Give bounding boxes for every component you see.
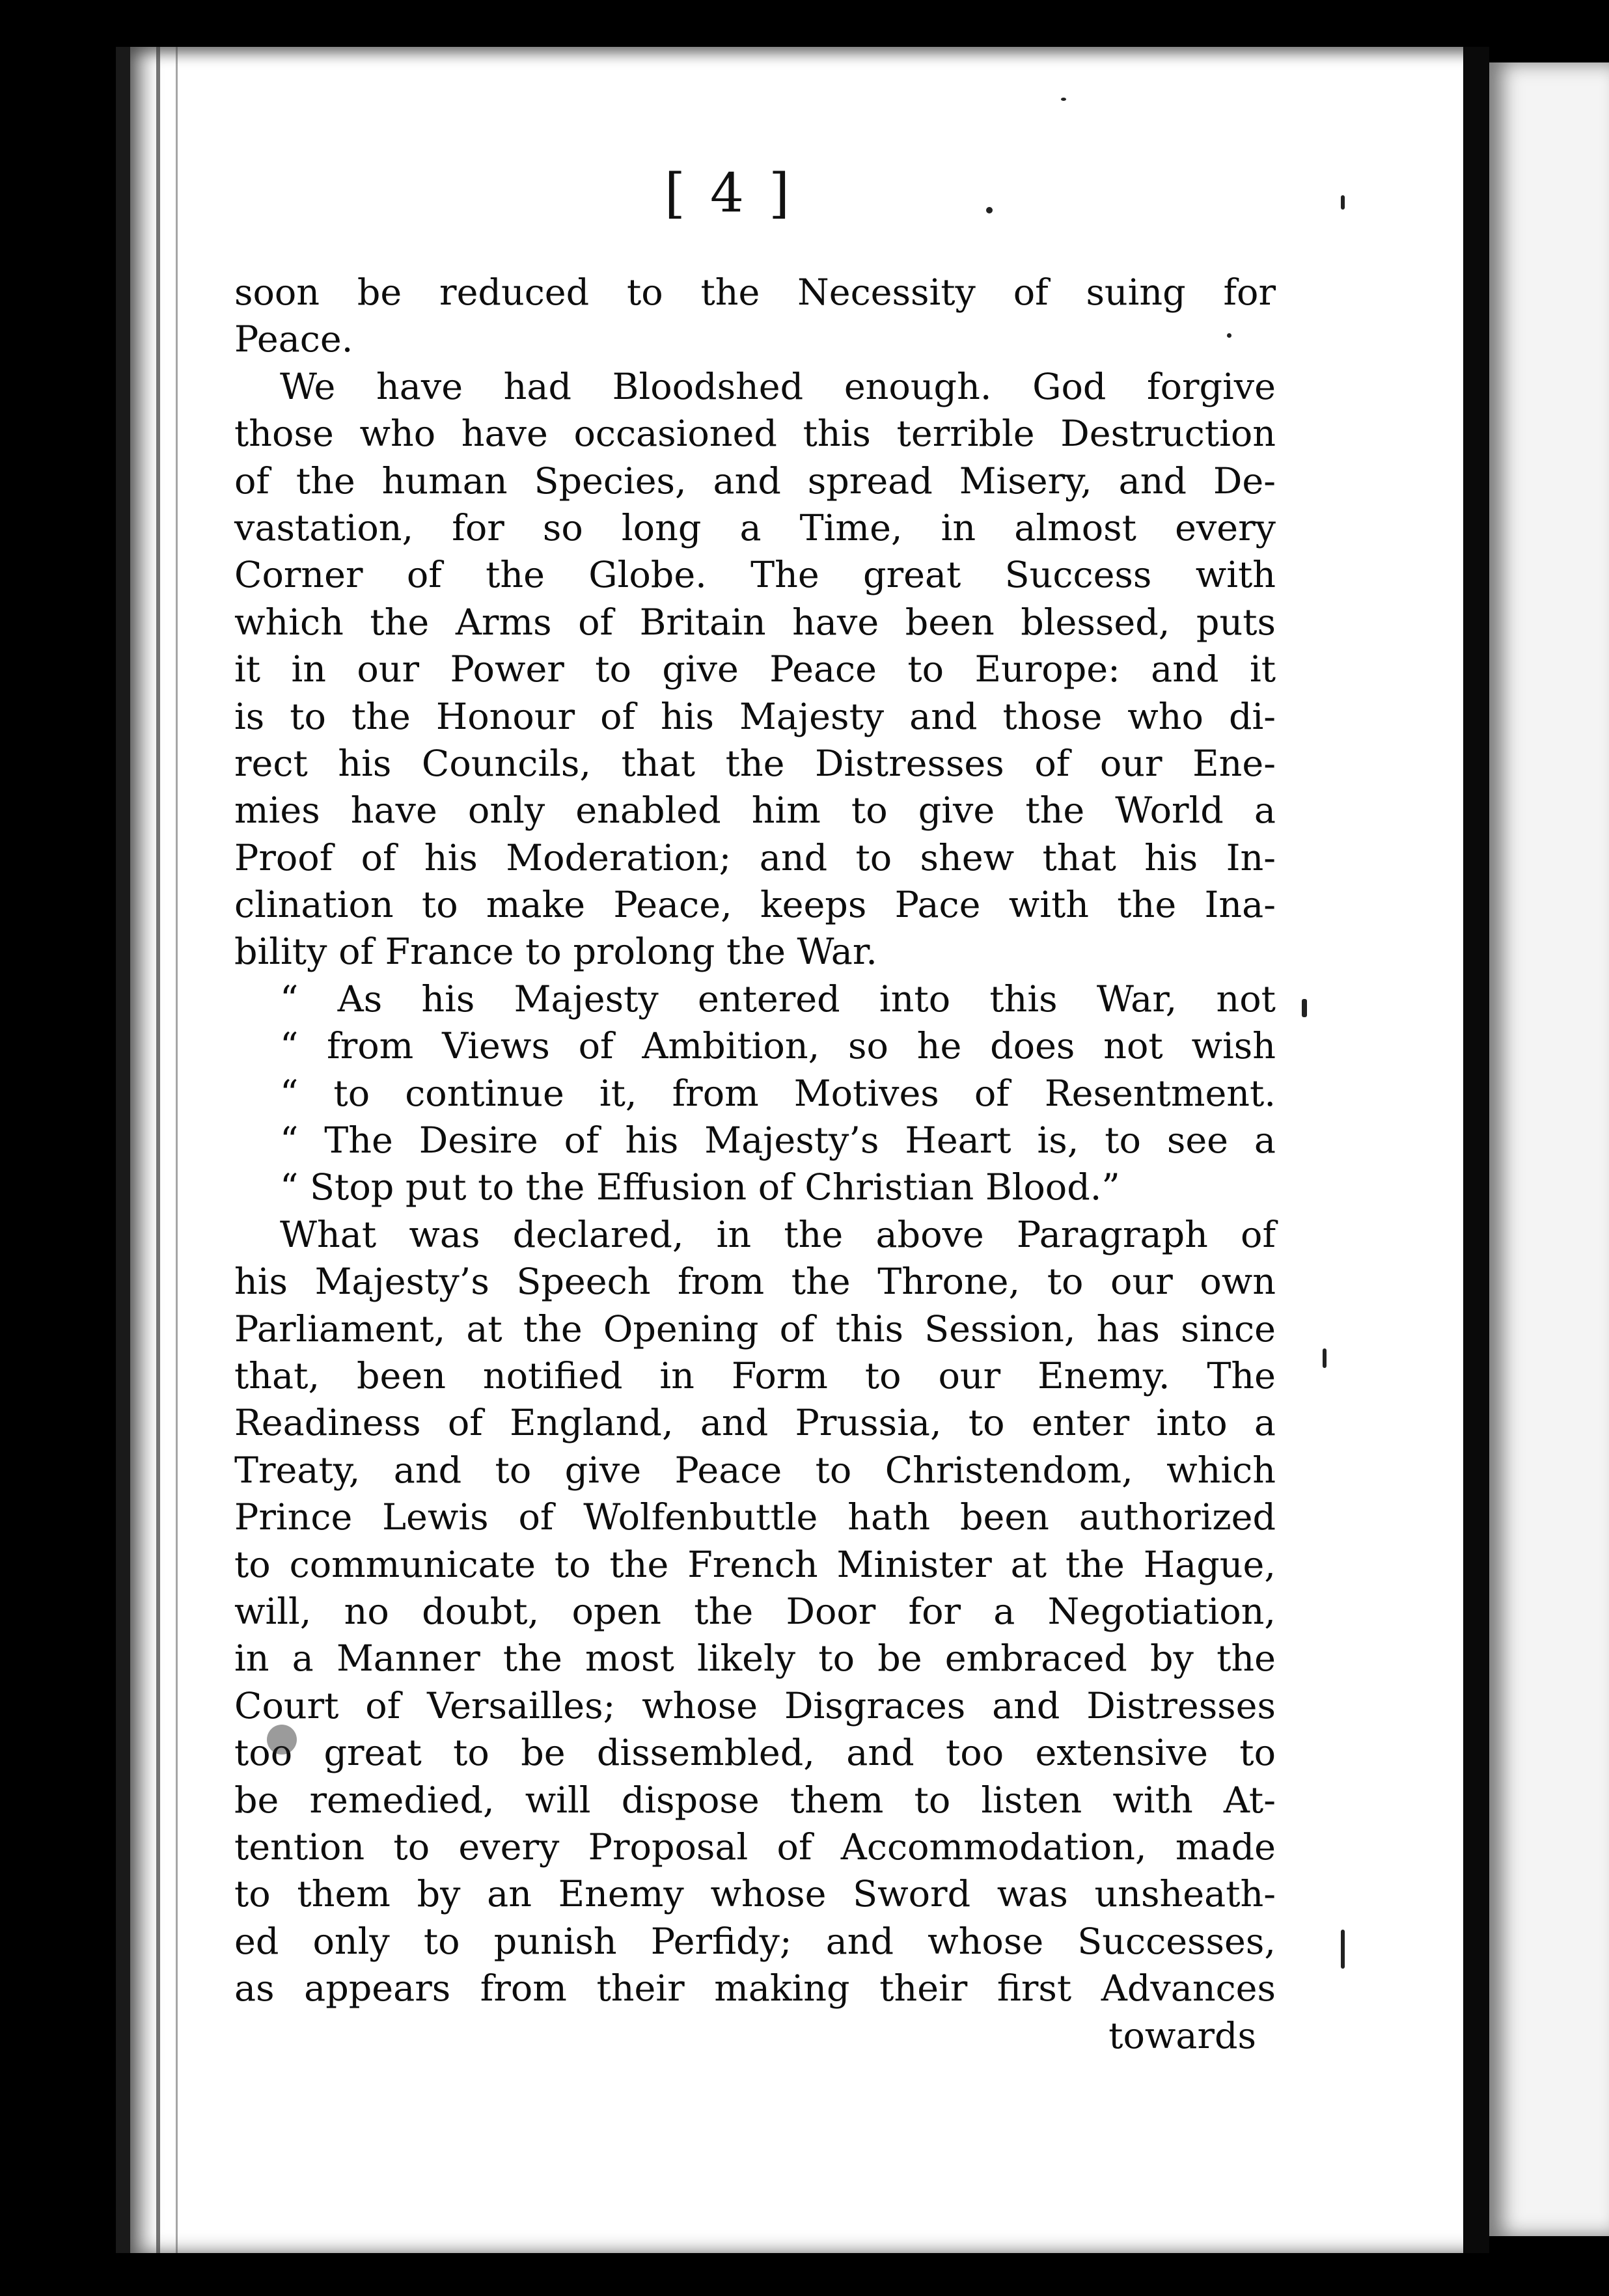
text-line: it in our Power to give Peace to Europe: and it <box>234 648 1276 691</box>
text-line: Readiness of England, and Prussia, to enter into a <box>234 1402 1276 1445</box>
text-line: “ As his Majesty entered into this War, not <box>280 977 1276 1020</box>
facing-page-edge <box>1489 62 1609 2236</box>
text-line: those who have occasioned this terrible Destruction <box>234 413 1276 456</box>
text-line: will, no doubt, open the Door for a Negotiation, <box>234 1590 1276 1633</box>
text-line: which the Arms of Britain have been blessed, puts <box>234 601 1276 644</box>
text-line: Court of Versailles; whose Disgraces and Distresses <box>234 1684 1276 1727</box>
text-line: soon be reduced to the Necessity of suing for <box>234 271 1276 314</box>
gutter-shadow-inner <box>176 47 178 2253</box>
page-number: [ 4 ] <box>664 163 794 225</box>
catchword-row <box>234 2013 1276 2060</box>
text-line: bility of France to prolong the War. <box>234 931 877 974</box>
scan-blot <box>267 1725 297 1755</box>
text-line: Proof of his Moderation; and to shew that his In- <box>234 836 1276 879</box>
text-line: his Majesty’s Speech from the Throne, to our own <box>234 1261 1276 1304</box>
scan-speck <box>1341 1930 1345 1969</box>
text-line: tention to every Proposal of Accommodation, made <box>234 1825 1276 1868</box>
text-line: Corner of the Globe. The great Success with <box>234 554 1276 597</box>
text-line: Treaty, and to give Peace to Christendom, which <box>234 1449 1276 1492</box>
text-line: as appears from their making their first Advances <box>234 1967 1276 2010</box>
text-line: of the human Species, and spread Misery, and De- <box>234 459 1276 502</box>
text-line: that, been notified in Form to our Enemy. The <box>234 1354 1276 1397</box>
scan-speck <box>1227 333 1231 338</box>
text-line: We have had Bloodshed enough. God forgive <box>280 365 1276 408</box>
text-line: What was declared, in the above Paragraph of <box>280 1213 1276 1256</box>
scan-speck <box>986 207 993 213</box>
scan-speck <box>1302 999 1307 1017</box>
scan-speck <box>1061 98 1066 101</box>
scan-speck <box>1323 1348 1327 1368</box>
scan-speck <box>1341 195 1345 210</box>
body-text <box>234 269 1276 2012</box>
text-line: vastation, for so long a Time, in almost every <box>234 506 1276 549</box>
catchword: towards <box>1108 2014 1256 2057</box>
text-line: Peace. <box>234 318 353 361</box>
text-line: rect his Councils, that the Distresses of our Ene- <box>234 742 1276 785</box>
text-line: ed only to punish Perfidy; and whose Successes, <box>234 1920 1276 1963</box>
text-line: Parliament, at the Opening of this Session, has since <box>234 1307 1276 1350</box>
text-line: clination to make Peace, keeps Pace with the Ina- <box>234 884 1276 927</box>
text-line: is to the Honour of his Majesty and those who di- <box>234 695 1276 738</box>
text-line: too great to be dissembled, and too extensive to <box>234 1732 1276 1775</box>
gutter-shadow <box>156 47 160 2253</box>
text-line: to them by an Enemy whose Sword was unsheath- <box>234 1873 1276 1916</box>
text-line: be remedied, will dispose them to listen with At- <box>234 1779 1276 1822</box>
binding-gap <box>1463 47 1489 2253</box>
text-line: “ from Views of Ambition, so he does not wish <box>280 1025 1276 1068</box>
text-line: Prince Lewis of Wolfenbuttle hath been authorized <box>234 1496 1276 1539</box>
text-line: “ Stop put to the Effusion of Christian Blood.” <box>280 1166 1120 1209</box>
text-line: mies have only enabled him to give the World a <box>234 789 1276 832</box>
text-line: “ The Desire of his Majesty’s Heart is, to see a <box>280 1119 1276 1162</box>
text-line: “ to continue it, from Motives of Resentment. <box>280 1072 1276 1115</box>
text-line: to communicate to the French Minister at the Hague, <box>234 1543 1276 1586</box>
text-line: in a Manner the most likely to be embraced by the <box>234 1637 1276 1680</box>
